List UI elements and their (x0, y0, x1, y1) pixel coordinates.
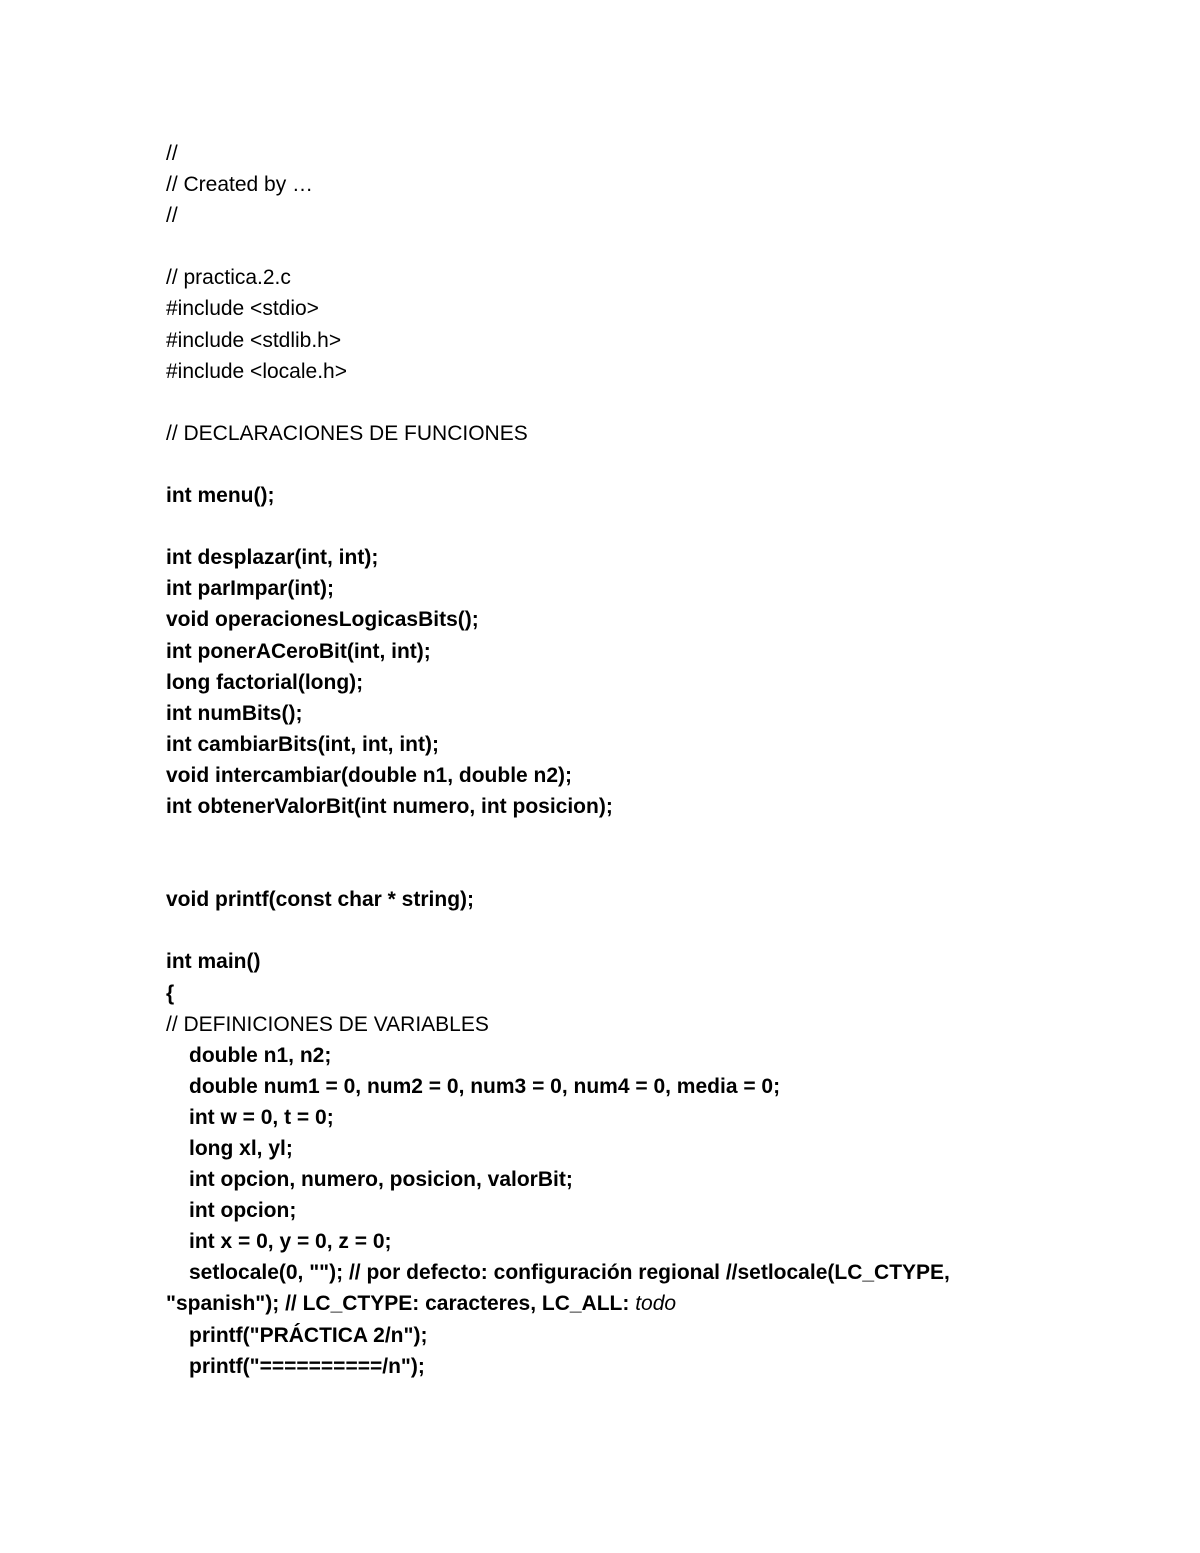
blank-line (166, 231, 1026, 262)
code-line: // Created by … (166, 173, 314, 197)
code-line: #include <stdio> (166, 297, 319, 321)
code-line: setlocale(0, ""); // por defecto: configuración regional //setlocale(LC_CTYPE, (189, 1261, 950, 1285)
section-comment: // DEFINICIONES DE VARIABLES (166, 1012, 489, 1036)
code-listing (166, 138, 1026, 1382)
code-line: int desplazar(int, int); (166, 546, 379, 570)
code-line: int opcion; (189, 1199, 297, 1223)
code-line: long factorial(long); (166, 670, 364, 694)
code-line: #include <locale.h> (166, 359, 347, 383)
code-line: // (166, 142, 178, 165)
code-line: // (166, 204, 178, 228)
code-line: int cambiarBits(int, int, int); (166, 732, 439, 756)
blank-line (166, 915, 1026, 946)
blank-line (166, 822, 1026, 853)
code-line: int menu(); (166, 484, 275, 508)
code-line: { (166, 981, 175, 1005)
code-line: void intercambiar(double n1, double n2); (166, 763, 573, 787)
code-line: int obtenerValorBit(int numero, int posicion); (166, 794, 613, 818)
code-line: printf("==========/n"); (189, 1354, 425, 1378)
code-line: void printf(const char * string); (166, 888, 475, 912)
code-line: int main() (166, 950, 261, 974)
blank-line (166, 511, 1026, 542)
code-line-italic: todo (635, 1292, 677, 1316)
blank-line (166, 853, 1026, 884)
section-comment: // DECLARACIONES DE FUNCIONES (166, 421, 528, 445)
code-line: int numBits(); (166, 701, 303, 725)
code-line: double n1, n2; (189, 1043, 332, 1067)
code-line: int opcion, numero, posicion, valorBit; (189, 1168, 573, 1192)
blank-line (166, 449, 1026, 480)
code-line: int parImpar(int); (166, 577, 334, 601)
code-line-wrapped (166, 1288, 1026, 1319)
code-line: int w = 0, t = 0; (189, 1105, 334, 1129)
blank-line (166, 387, 1026, 418)
code-line-text: "spanish"); // LC_CTYPE: caracteres, LC_ALL: (166, 1292, 636, 1316)
code-line: #include <stdlib.h> (166, 328, 342, 352)
code-line: long xl, yl; (189, 1137, 293, 1160)
code-line: double num1 = 0, num2 = 0, num3 = 0, num4 = 0, media = 0; (189, 1074, 781, 1098)
code-line: int x = 0, y = 0, z = 0; (189, 1230, 392, 1254)
code-line: // practica.2.c (166, 266, 291, 290)
code-line: void operacionesLogicasBits(); (166, 608, 479, 632)
code-line: int ponerACeroBit(int, int); (166, 639, 431, 663)
code-line: printf("PRÁCTICA 2/n"); (189, 1323, 428, 1347)
